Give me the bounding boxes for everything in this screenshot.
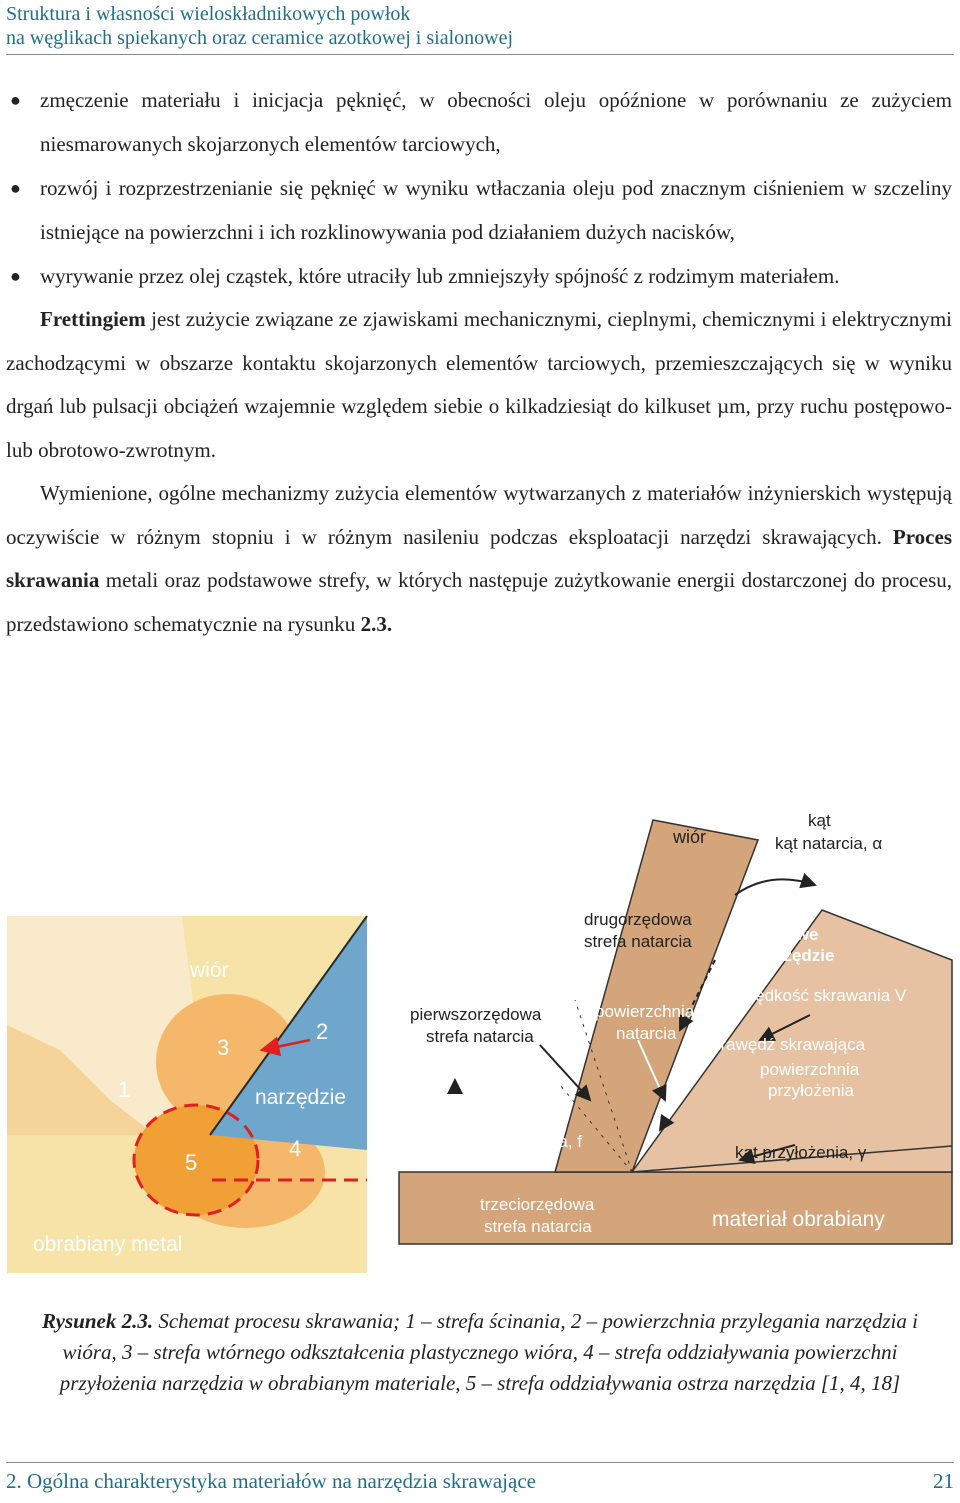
zone-2-label: 2 <box>316 1019 329 1044</box>
zone-3-label: 3 <box>217 1035 230 1060</box>
workpiece-label: obrabiany metal <box>33 1233 183 1256</box>
shear-plane-line1: płaszczyzna <box>465 1090 558 1109</box>
secondary-zone-line2: strefa natarcia <box>584 932 692 951</box>
r-label: r <box>445 1107 451 1126</box>
paragraph-fretting <box>6 298 952 472</box>
left-diagram <box>7 916 367 1273</box>
running-footer <box>6 1462 954 1501</box>
primary-zone-line2: strefa natarcia <box>426 1027 534 1046</box>
cutting-edge-label: krawędź skrawająca <box>712 1035 866 1054</box>
bullet-text: rozwój i rozprzestrzenianie się pęknięć w wyniku wtłaczania oleju pod znacznym ciśnieniem w szczeliny istniejące na powierzchni i ich rozklinowywania pod działaniem dużych nacisków, <box>40 176 952 244</box>
new-tool-line1: nowe <box>775 925 819 944</box>
flank-face-line2: przyłożenia <box>768 1081 854 1100</box>
bullet-item <box>6 166 952 254</box>
bullet-text: zmęczenie materiału i inicjacja pęknięć, w obecności oleju opóźnione w porównaniu ze zużyciem niesmarowanych skojarzonych elementów tarciowych, <box>40 88 952 156</box>
paragraph-text: metali oraz podstawowe strefy, w których następuje zużytkowanie energii dostarczonej do procesu, przedstawiono schematycznie na rysunku <box>6 568 952 636</box>
header-line-2: na węglikach spiekanych oraz ceramice azotkowej i sialonowej <box>6 27 514 49</box>
clearance-angle-label: kąt przyłożenia, γ <box>735 1143 867 1162</box>
tertiary-zone-line2: strefa natarcia <box>484 1217 592 1236</box>
bullet-icon: ● <box>10 266 21 286</box>
paragraph-text: Wymienione, ogólne mechanizmy zużycia elementów wytwarzanych z materiałów inżynierskich występują oczywiście w różnym stopniu i w różnym nasileniu podczas eksploatacji narzędzi skrawających. <box>6 481 952 549</box>
caption-label: Rysunek 2.3. <box>42 1309 154 1333</box>
bullet-item <box>6 254 952 298</box>
new-tool-line2: narzędzie <box>757 946 835 965</box>
figure-caption <box>18 1306 942 1399</box>
footer-chapter: 2. Ogólna charakterystyka materiałów na narzędzia skrawające <box>6 1469 536 1493</box>
caption-text: Schemat procesu skrawania; 1 – strefa ścinania, 2 – powierzchnia przylegania narzędzia i wióra, 3 – strefa wtórnego odkształcenia plastycznego wióra, 4 – strefa oddziaływania powierzchni przyłożenia narzędzia w obrabianym materiale, 5 – strefa oddziaływania ostrza narzędzia [1, 4, 18] <box>59 1309 918 1395</box>
rake-angle-arc <box>735 879 815 895</box>
right-diagram <box>399 811 952 1244</box>
term-cutting-process: Proces skrawania <box>6 524 952 592</box>
term-fretting: Frettingiem <box>40 307 146 331</box>
flank-face-line1: powierzchnia <box>760 1060 860 1079</box>
bullet-text: wyrywanie przez olej cząstek, które utraciły lub zmniejszyły spójność z rodzimym materiałem. <box>40 264 840 288</box>
figure-reference: 2.3. <box>360 611 393 636</box>
chip-label: wiór <box>190 959 229 982</box>
primary-zone-line1: pierwszorzędowa <box>410 1005 542 1024</box>
bullet-icon: ● <box>10 90 21 110</box>
paragraph-mechanisms <box>6 472 952 646</box>
shear-angle-label: kąt ścinania, f <box>478 1132 582 1151</box>
figure-cutting-process <box>0 800 960 1280</box>
rake-angle-line1: kąt <box>808 811 831 830</box>
page-number: 21 <box>933 1469 954 1493</box>
zone-1-label: 1 <box>118 1077 131 1102</box>
header-line-1: Struktura i własności wieloskładnikowych powłok <box>6 3 411 25</box>
paragraph-text: jest zużycie związane ze zjawiskami mechanicznymi, cieplnymi, chemicznymi i elektrycznymi zachodzącymi w obszarze kontaktu skojarzonych elementów tarciowych, przemieszczających się w wyniku drgań lub pulsacji obciążeń wzajemnie względem siebie o kilkadziesiąt do kilkuset µm, przy ruchu postępowo- lub obrotowo-zwrotnym. <box>6 307 952 462</box>
chip-label: wiór <box>673 827 707 847</box>
shear-plane-line2: ścinania <box>481 1112 544 1131</box>
body-text <box>6 78 952 646</box>
cutting-speed-label: prędkość skrawania V <box>740 986 907 1005</box>
running-header <box>6 2 954 55</box>
zone-5-label: 5 <box>185 1150 198 1175</box>
bullet-item <box>6 78 952 166</box>
workpiece-label: materiał obrabiany <box>712 1208 885 1231</box>
tool-label: narzędzie <box>255 1086 347 1109</box>
rake-face-line2: natarcia <box>616 1024 677 1043</box>
secondary-zone-line1: drugorzędowa <box>584 910 692 929</box>
rake-face-line1: powierzchnia <box>595 1002 695 1021</box>
bullet-icon: ● <box>10 178 21 198</box>
zone-4-label: 4 <box>289 1136 302 1161</box>
tertiary-zone-line1: trzeciorzędowa <box>480 1195 595 1214</box>
rake-angle-label: kąt natarcia, α <box>775 834 883 853</box>
